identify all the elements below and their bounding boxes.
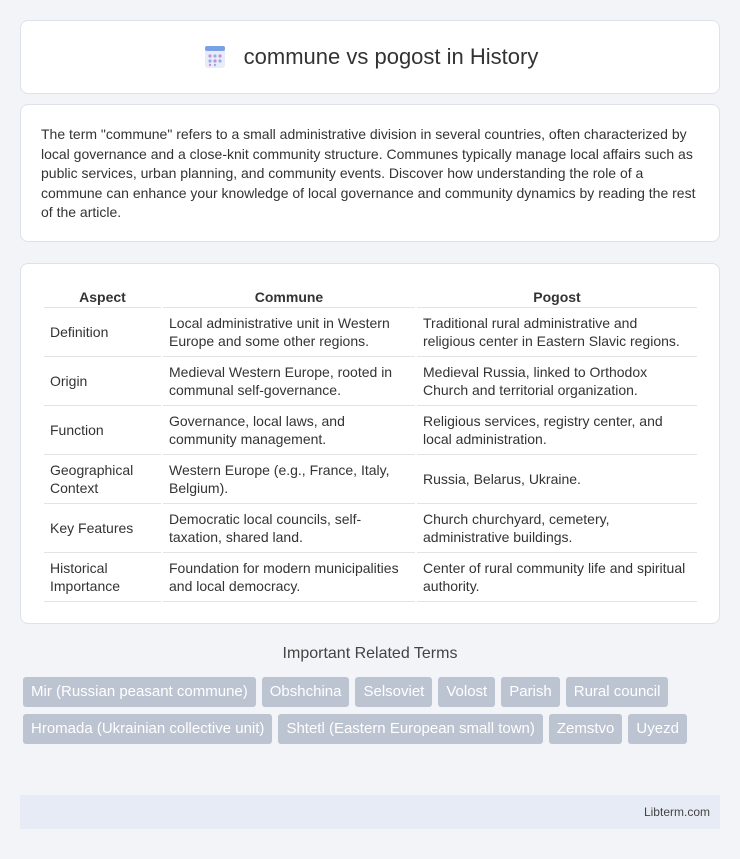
document-grid-icon [202,44,228,70]
related-terms-title: Important Related Terms [282,645,458,662]
header-commune: Commune [163,284,415,308]
row-aspect: Definition [44,308,161,357]
row-commune: Governance, local laws, and community management. [163,406,415,455]
table-row [44,406,697,455]
row-aspect: Key Features [44,504,161,553]
row-pogost: Russia, Belarus, Ukraine. [417,455,697,504]
row-aspect: Origin [44,357,161,406]
row-aspect: Function [44,406,161,455]
row-aspect: Geographical Context [44,455,161,504]
row-commune: Democratic local councils, self-taxation, shared land. [163,504,415,553]
related-term-tag[interactable]: Zemstvo [549,714,623,744]
related-term-tag[interactable]: Shtetl (Eastern European small town) [278,714,542,744]
table-header-row [44,284,697,308]
header-card [20,20,720,94]
row-commune: Medieval Western Europe, rooted in communal self-governance. [163,357,415,406]
row-commune: Foundation for modern municipalities and local democracy. [163,553,415,602]
related-term-tag[interactable]: Volost [438,677,495,707]
related-term-tag[interactable]: Selsoviet [355,677,432,707]
table-row [44,357,697,406]
comparison-table [42,284,699,602]
table-row [44,455,697,504]
row-pogost: Center of rural community life and spiritual authority. [417,553,697,602]
related-term-tag[interactable]: Parish [501,677,560,707]
intro-card [20,104,720,242]
header-pogost: Pogost [417,284,697,308]
header-aspect: Aspect [44,284,161,308]
page-title: commune vs pogost in History [243,44,539,69]
row-pogost: Church churchyard, cemetery, administrative buildings. [417,504,697,553]
table-row [44,553,697,602]
comparison-table-card [20,263,720,624]
row-pogost: Medieval Russia, linked to Orthodox Church and territorial organization. [417,357,697,406]
related-term-tag[interactable]: Uyezd [628,714,687,744]
row-aspect: Historical Importance [44,553,161,602]
table-row [44,308,697,357]
row-commune: Western Europe (e.g., France, Italy, Belgium). [163,455,415,504]
related-term-tag[interactable]: Rural council [566,677,669,707]
related-terms-list [23,677,723,744]
row-pogost: Religious services, registry center, and local administration. [417,406,697,455]
footer-site-link[interactable]: Libterm.com [643,805,710,819]
row-commune: Local administrative unit in Western Europe and some other regions. [163,308,415,357]
related-term-tag[interactable]: Hromada (Ukrainian collective unit) [23,714,272,744]
related-term-tag[interactable]: Obshchina [262,677,350,707]
related-term-tag[interactable]: Mir (Russian peasant commune) [23,677,256,707]
intro-text: The term "commune" refers to a small administrative division in several countries, often characterized by local governance and a close-knit community structure. Communes typically manage local affairs such as public services, urban planning, and community events. Discover how understanding the role of a commune can enhance your knowledge of local governance and community dynamics by reading the rest of the article. [41,126,696,221]
footer [20,795,720,829]
row-pogost: Traditional rural administrative and religious center in Eastern Slavic regions. [417,308,697,357]
table-row [44,504,697,553]
